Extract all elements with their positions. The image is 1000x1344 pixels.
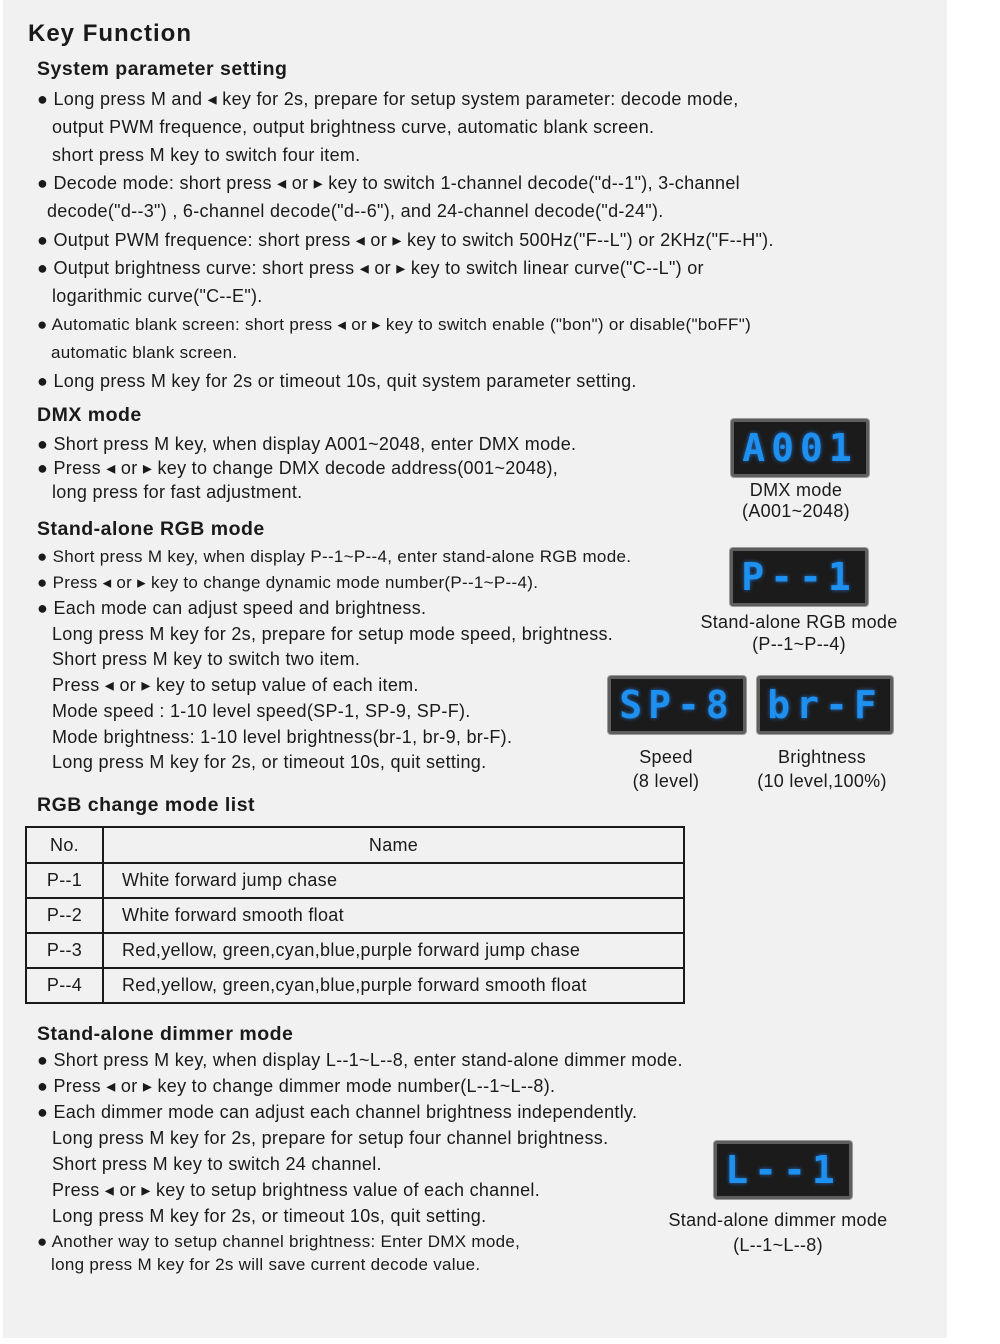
dmx-heading: DMX mode [37, 404, 142, 426]
row-name: White forward smooth float [103, 898, 684, 933]
rgb-line: Mode speed : 1-10 level speed(SP-1, SP-9, SP-F). [52, 701, 471, 721]
dimmer-line: Press ◂ or ▸ key to setup brightness value of each channel. [52, 1180, 541, 1200]
system-line: ● Decode mode: short press ◂ or ▸ key to switch 1-channel decode("d--1"), 3-channel [37, 173, 740, 193]
speed-display [608, 676, 746, 734]
rgb-line: Press ◂ or ▸ key to setup value of each item. [52, 675, 419, 695]
rgb-mode-table [25, 826, 685, 1004]
table-row [26, 898, 684, 933]
system-line: output PWM frequence, output brightness curve, automatic blank screen. [52, 117, 655, 137]
rgb-line: Mode brightness: 1-10 level brightness(br-1, br-9, br-F). [52, 727, 513, 747]
system-line: ● Automatic blank screen: short press ◂ or ▸ key to switch enable ("bon") or disable("boFF") [37, 315, 752, 334]
system-line: short press M key to switch four item. [52, 145, 361, 165]
dmx-display [731, 419, 869, 477]
rgb-line: Long press M key for 2s, or timeout 10s, quit setting. [52, 752, 487, 772]
dimmer-caption: Stand-alone dimmer mode [668, 1210, 888, 1230]
row-no: P--4 [26, 968, 103, 1003]
dimmer-line: ● Short press M key, when display L--1~L--8, enter stand-alone dimmer mode. [37, 1050, 683, 1070]
column-header-no: No. [26, 827, 103, 863]
dmx-caption-range: (A001~2048) [742, 501, 850, 521]
dimmer-line: Long press M key for 2s, prepare for setup four channel brightness. [52, 1128, 609, 1148]
row-name: Red,yellow, green,cyan,blue,purple forward smooth float [103, 968, 684, 1003]
column-header-name: Name [103, 827, 684, 863]
dimmer-display-digits: L--1 [725, 1148, 841, 1192]
dmx-line: long press for fast adjustment. [52, 482, 303, 502]
page-title: Key Function [28, 20, 193, 47]
rgb-heading: Stand-alone RGB mode [37, 518, 265, 540]
table-row [26, 933, 684, 968]
system-line: ● Output PWM frequence: short press ◂ or ▸ key to switch 500Hz("F--L") or 2KHz("F--H"). [37, 230, 774, 250]
dimmer-line: ● Each dimmer mode can adjust each channel brightness independently. [37, 1102, 638, 1122]
dimmer-line: ● Another way to setup channel brightness: Enter DMX mode, [37, 1232, 521, 1251]
row-no: P--3 [26, 933, 103, 968]
brightness-caption: Brightness [777, 747, 867, 767]
dimmer-line: ● Press ◂ or ▸ key to change dimmer mode number(L--1~L--8). [37, 1076, 556, 1096]
dmx-line: ● Press ◂ or ▸ key to change DMX decode address(001~2048), [37, 458, 559, 478]
rgb-caption: Stand-alone RGB mode [700, 612, 898, 632]
table-row [26, 863, 684, 898]
speed-display-digits: SP-8 [619, 683, 735, 727]
system-line: ● Long press M and ◂ key for 2s, prepare for setup system parameter: decode mode, [37, 89, 739, 109]
table-row [26, 968, 684, 1003]
row-no: P--2 [26, 898, 103, 933]
brightness-display [757, 676, 893, 734]
rgb-line: ● Press ◂ or ▸ key to change dynamic mode number(P--1~P--4). [37, 573, 539, 592]
row-name: Red,yellow, green,cyan,blue,purple forward jump chase [103, 933, 684, 968]
rgb-line: Short press M key to switch two item. [52, 649, 361, 669]
dimmer-caption-range: (L--1~L--8) [733, 1235, 823, 1255]
row-no: P--1 [26, 863, 103, 898]
rgb-display [730, 548, 868, 606]
rgb-line: ● Each mode can adjust speed and brightness. [37, 598, 427, 618]
table-header-row [26, 827, 684, 863]
dimmer-display [714, 1141, 852, 1199]
dimmer-line: Long press M key for 2s, or timeout 10s, quit setting. [52, 1206, 487, 1226]
system-heading: System parameter setting [37, 58, 288, 80]
system-line: automatic blank screen. [51, 343, 238, 362]
dmx-display-digits: A001 [742, 426, 858, 470]
dmx-line: ● Short press M key, when display A001~2048, enter DMX mode. [37, 434, 577, 454]
rgb-caption-range: (P--1~P--4) [752, 634, 846, 654]
system-line: logarithmic curve("C--E"). [52, 286, 263, 306]
dimmer-heading: Stand-alone dimmer mode [37, 1023, 294, 1045]
system-line: decode("d--3") , 6-channel decode("d--6"), and 24-channel decode("d-24"). [47, 201, 664, 221]
list-heading: RGB change mode list [37, 794, 256, 816]
speed-caption-level: (8 level) [632, 771, 700, 791]
rgb-line: ● Short press M key, when display P--1~P--4, enter stand-alone RGB mode. [37, 547, 632, 566]
brightness-display-digits: br-F [767, 683, 883, 727]
system-line: ● Long press M key for 2s or timeout 10s, quit system parameter setting. [37, 371, 637, 391]
rgb-line: Long press M key for 2s, prepare for setup mode speed, brightness. [52, 624, 614, 644]
brightness-caption-level: (10 level,100%) [757, 771, 887, 791]
dimmer-line: Short press M key to switch 24 channel. [52, 1154, 382, 1174]
row-name: White forward jump chase [103, 863, 684, 898]
dimmer-line: long press M key for 2s will save current decode value. [51, 1255, 481, 1274]
speed-caption: Speed [639, 747, 693, 767]
system-line: ● Output brightness curve: short press ◂ or ▸ key to switch linear curve("C--L") or [37, 258, 704, 278]
rgb-display-digits: P--1 [741, 555, 857, 599]
dmx-caption: DMX mode [749, 480, 843, 500]
